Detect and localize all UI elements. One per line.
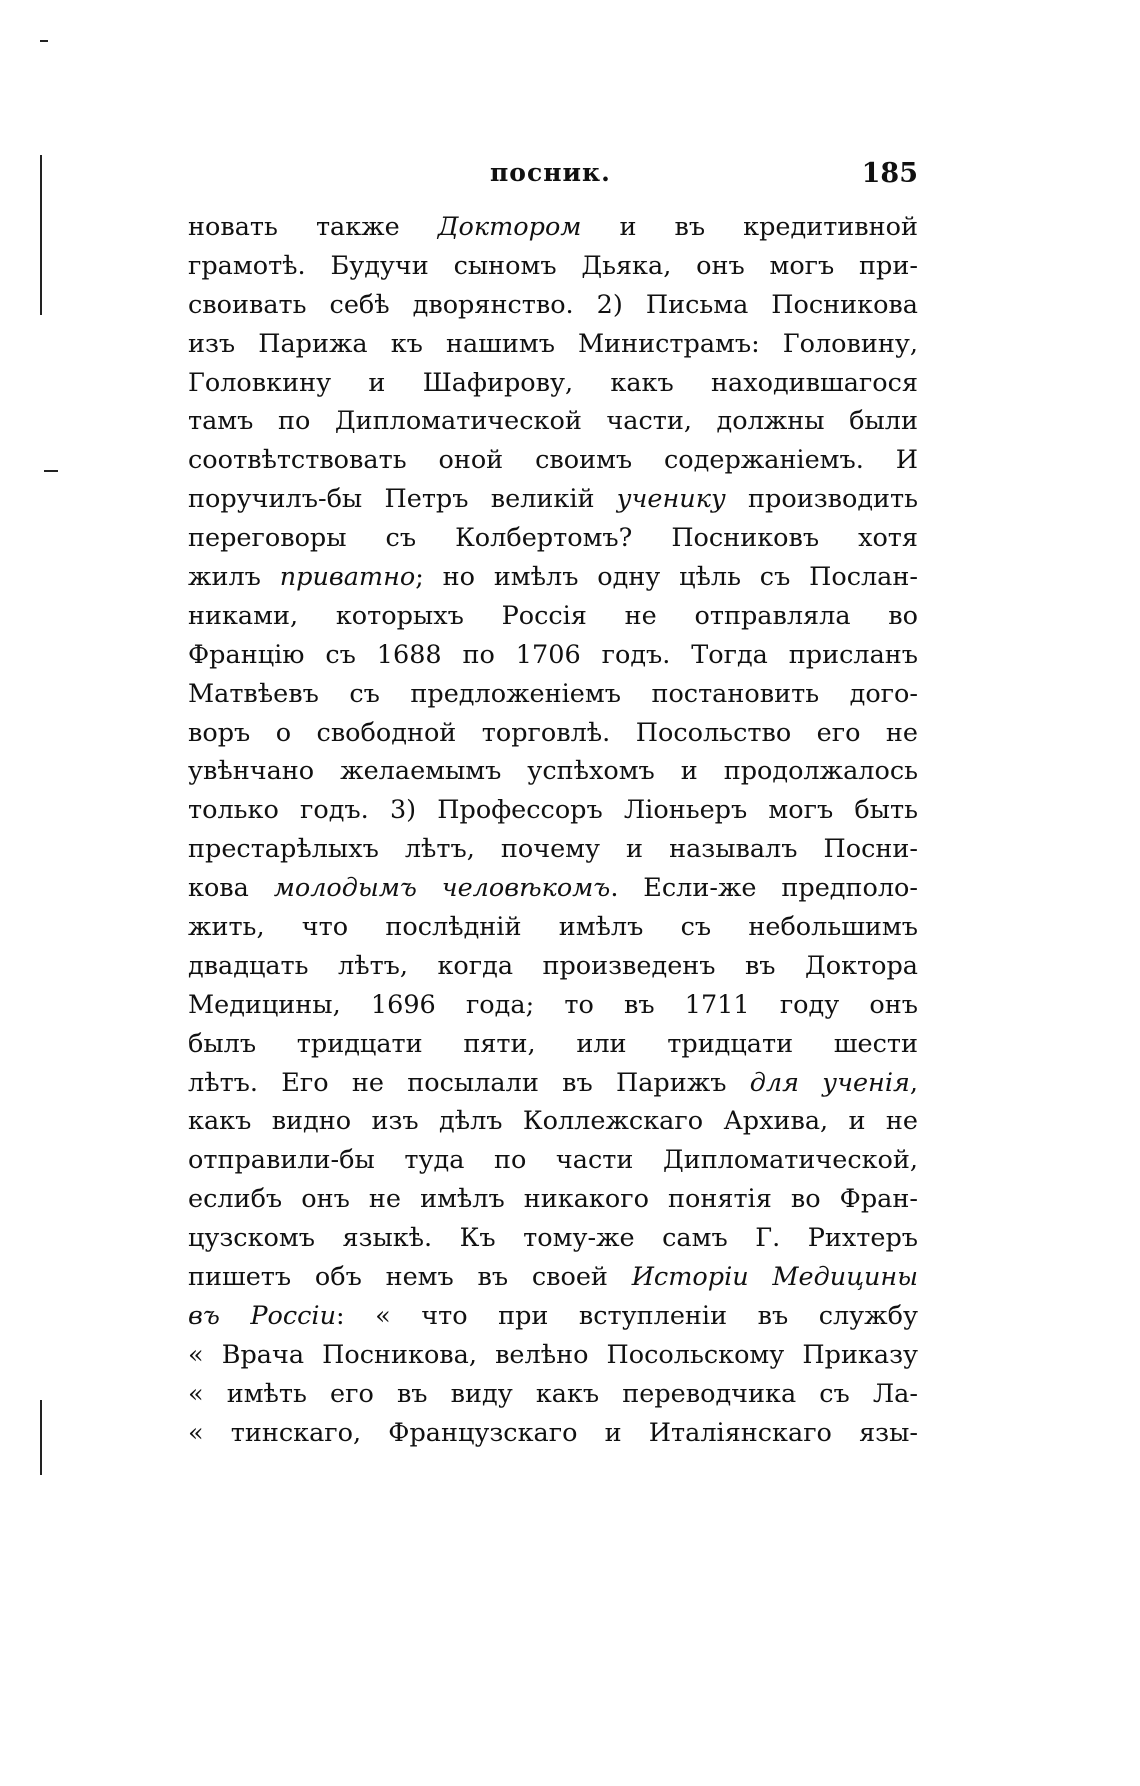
line-text: Францію съ 1688 по 1706 годъ. Тогда присланъ bbox=[188, 639, 918, 670]
text-line bbox=[188, 947, 918, 986]
text-line bbox=[188, 1064, 918, 1103]
scan-artifact-dash bbox=[44, 470, 58, 472]
line-text: ; но имѣлъ одну цѣль съ Послан- bbox=[415, 562, 918, 593]
text-line bbox=[188, 480, 918, 519]
text-line bbox=[188, 1180, 918, 1219]
italic-phrase: Доктором bbox=[437, 212, 582, 242]
line-text: цузскомъ языкѣ. Къ тому-же самъ Г. Рихтеръ bbox=[188, 1223, 918, 1254]
text-line bbox=[188, 1025, 918, 1064]
line-text: только годъ. 3) Профессоръ Ліоньеръ могъ быть bbox=[188, 795, 918, 826]
text-line bbox=[188, 752, 918, 791]
line-text: кова bbox=[188, 873, 274, 904]
text-line bbox=[188, 636, 918, 675]
line-text: былъ тридцати пяти, или тридцати шести bbox=[188, 1028, 918, 1059]
line-text: тамъ по Дипломатической части, должны были bbox=[188, 406, 918, 437]
text-line bbox=[188, 1141, 918, 1180]
line-text: своивать себѣ дворянство. 2) Письма Посникова bbox=[188, 289, 918, 320]
italic-phrase: приватно bbox=[279, 562, 416, 593]
italic-phrase: молодымъ человѣкомъ bbox=[273, 873, 611, 904]
line-text: Матвѣевъ съ предложеніемъ постановить дого- bbox=[188, 678, 918, 709]
line-text: какъ видно изъ дѣлъ Коллежскаго Архива, и не bbox=[188, 1106, 918, 1137]
text-line bbox=[188, 714, 918, 753]
text-line bbox=[188, 441, 918, 480]
text-line bbox=[188, 675, 918, 714]
line-text: . Если-же предполо- bbox=[610, 873, 918, 904]
line-text: Головкину и Шафирову, какъ находившагося bbox=[188, 367, 918, 398]
text-line bbox=[188, 1258, 918, 1297]
line-text: изъ Парижа къ нашимъ Министрамъ: Головину, bbox=[188, 328, 918, 359]
line-text: отправили-бы туда по части Дипломатической, bbox=[188, 1145, 918, 1176]
text-line bbox=[188, 597, 918, 636]
text-line bbox=[188, 286, 918, 325]
line-text: поручилъ-бы Петръ великій bbox=[188, 484, 617, 515]
text-line bbox=[188, 519, 918, 558]
scan-artifact-dash bbox=[40, 40, 48, 42]
text-line bbox=[188, 1414, 918, 1453]
line-text: двадцать лѣтъ, когда произведенъ въ Доктора bbox=[188, 950, 918, 981]
line-text: жить, что послѣдній имѣлъ съ небольшимъ bbox=[188, 912, 918, 943]
text-line bbox=[188, 869, 918, 908]
text-line bbox=[188, 791, 918, 830]
line-text: , bbox=[909, 1067, 918, 1098]
italic-phrase: ученику bbox=[616, 484, 726, 515]
line-text: новать также bbox=[188, 212, 438, 242]
running-title: посник. bbox=[490, 158, 611, 187]
line-text: : « что при вступленіи въ службу bbox=[336, 1300, 918, 1331]
line-text: никами, которыхъ Россія не отправляла во bbox=[188, 600, 918, 631]
page-number: 185 bbox=[861, 158, 918, 189]
line-text: производить bbox=[725, 484, 918, 515]
body-text bbox=[188, 208, 918, 1453]
scan-artifact-line bbox=[40, 1400, 42, 1475]
text-line bbox=[188, 908, 918, 947]
text-line bbox=[188, 364, 918, 403]
scan-artifact-line bbox=[40, 155, 42, 315]
text-line bbox=[188, 208, 918, 247]
text-line bbox=[188, 1297, 918, 1336]
running-head bbox=[188, 158, 918, 198]
line-text: и въ кредитивной bbox=[581, 212, 918, 242]
line-text: увѣнчано желаемымъ успѣхомъ и продолжалось bbox=[188, 756, 918, 787]
text-line bbox=[188, 325, 918, 364]
text-line bbox=[188, 1219, 918, 1258]
line-text: лѣтъ. Его не посылали въ Парижъ bbox=[188, 1067, 750, 1098]
text-line bbox=[188, 986, 918, 1025]
line-text: « имѣть его въ виду какъ переводчика съ Ла- bbox=[188, 1378, 918, 1409]
line-text: « тинскаго, Французскаго и Италіянскаго язы- bbox=[188, 1417, 918, 1448]
italic-phrase: для ученія bbox=[749, 1067, 910, 1098]
italic-phrase: Исторіи Медицины bbox=[631, 1262, 918, 1293]
text-line bbox=[188, 830, 918, 869]
line-text: жилъ bbox=[188, 562, 280, 593]
line-text: пишетъ объ немъ въ своей bbox=[188, 1262, 632, 1293]
line-text: соотвѣтствовать оной своимъ содержаніемъ. И bbox=[188, 445, 918, 476]
text-line bbox=[188, 1375, 918, 1414]
line-text: престарѣлыхъ лѣтъ, почему и называлъ Посни- bbox=[188, 834, 918, 865]
line-text: Медицины, 1696 года; то въ 1711 году онъ bbox=[188, 989, 918, 1020]
text-line bbox=[188, 558, 918, 597]
line-text: переговоры съ Колбертомъ? Посниковъ хотя bbox=[188, 523, 918, 554]
line-text: грамотѣ. Будучи сыномъ Дьяка, онъ могъ при- bbox=[188, 250, 918, 281]
text-line bbox=[188, 1102, 918, 1141]
text-line bbox=[188, 1336, 918, 1375]
text-line bbox=[188, 402, 918, 441]
line-text: воръ о свободной торговлѣ. Посольство его не bbox=[188, 717, 918, 748]
italic-phrase: въ Россіи bbox=[188, 1300, 337, 1331]
text-line bbox=[188, 247, 918, 286]
line-text: еслибъ онъ не имѣлъ никакого понятія во Фран- bbox=[188, 1184, 918, 1215]
line-text: « Врача Посникова, велѣно Посольскому Приказу bbox=[188, 1339, 918, 1370]
